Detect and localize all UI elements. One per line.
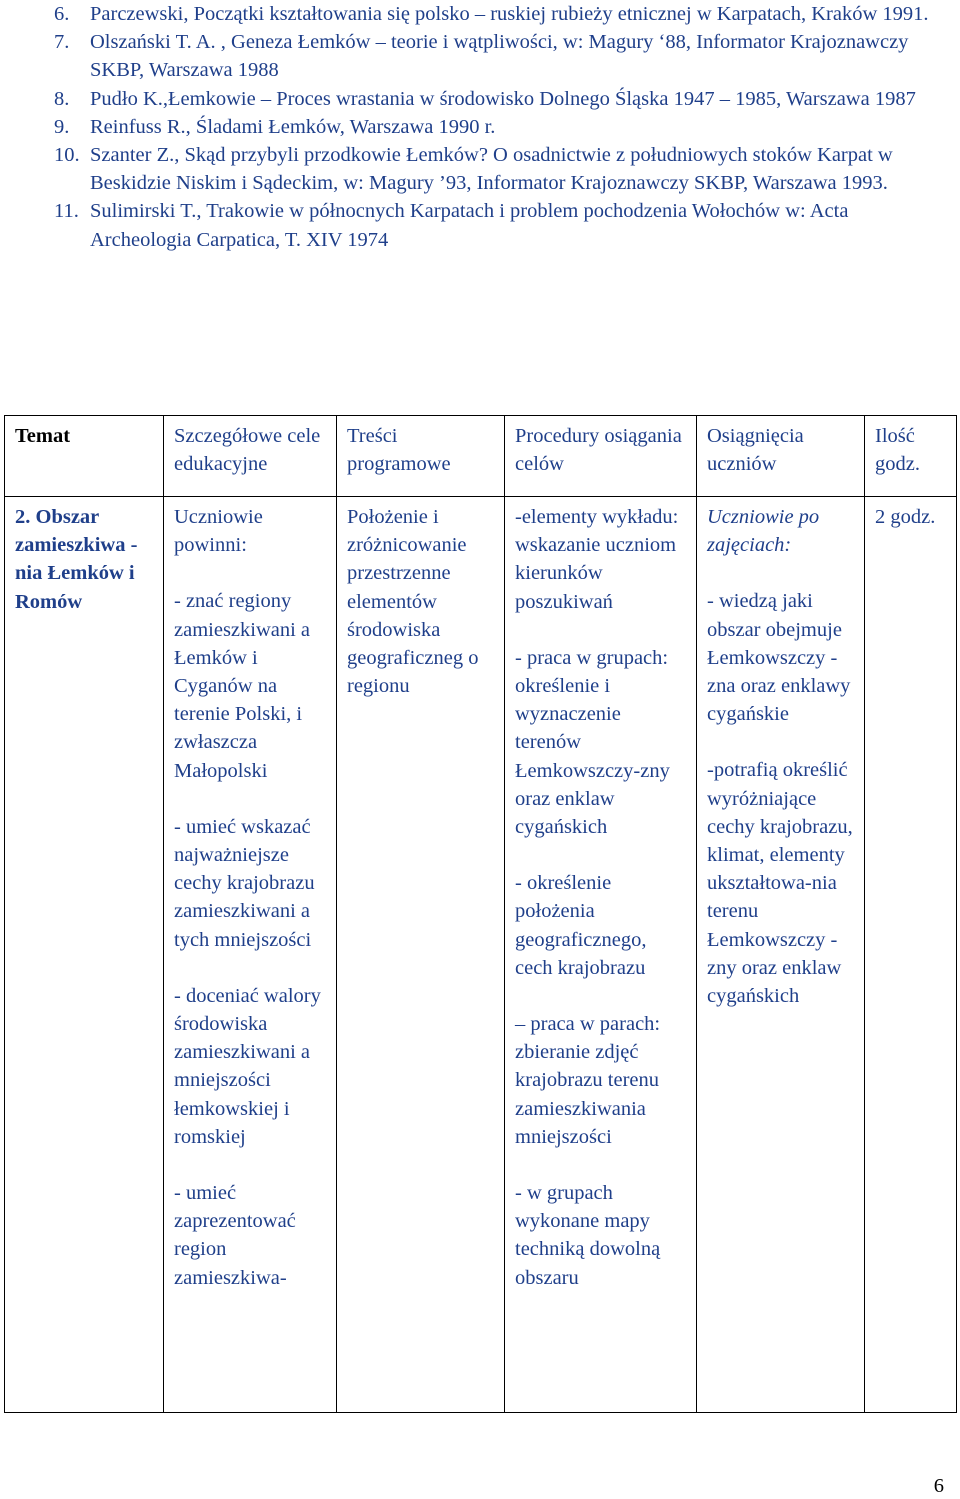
achievements-intro: Uczniowie po zajęciach: [707, 506, 820, 557]
reference-number: 10. [54, 144, 80, 167]
header-cele [164, 416, 337, 497]
reference-text: Parczewski, Początki kształtowania się polsko – ruskiej rubieży etnicznej w Karpatach, Kraków 1991. [90, 3, 929, 25]
page-number: 6 [933, 1475, 944, 1497]
reference-number: 6. [54, 3, 70, 25]
procedure-item: - praca w grupach: określenie i wyznaczenie terenów Łemkowszczy-zny oraz enklaw cygańskich [515, 646, 670, 839]
reference-item [54, 0, 944, 28]
achievement-item: - wiedzą jaki obszar obejmuje Łemkowszczy - zna oraz enklawy cygańskie [707, 590, 851, 726]
procedure-item: -elementy wykładu: wskazanie uczniom kierunków poszukiwań [515, 506, 679, 613]
cell-temat [5, 497, 164, 1413]
goal-item: - umieć zaprezentować region zamieszkiwa- [174, 1182, 296, 1289]
content-text: Położenie i zróżnicowanie przestrzenne elementów środowiska geograficzneg o regionu [347, 506, 479, 698]
header-osiagniecia-label: Osiągnięcia uczniów [707, 425, 804, 476]
reference-number: 11. [54, 200, 79, 223]
table-header-row [5, 416, 957, 497]
header-tresci-label: Treści programowe [347, 425, 451, 476]
goal-item: - umieć wskazać najważniejsze cechy krajobrazu zamieszkiwani a tych mniejszości [174, 815, 315, 951]
reference-item [54, 141, 944, 197]
reference-item [54, 85, 944, 113]
reference-item [54, 197, 944, 253]
header-temat [5, 416, 164, 497]
topic-text: 2. Obszar zamieszkiwa - nia Łemków i Romów [15, 506, 138, 613]
cell-ilosc [865, 497, 957, 1413]
reference-number: 7. [54, 31, 70, 54]
procedure-item: - określenie położenia geograficznego, cech krajobrazu [515, 872, 647, 979]
goals-intro: Uczniowie powinni: [174, 506, 263, 557]
header-tresci [337, 416, 505, 497]
cell-osiagniecia [697, 497, 865, 1413]
header-osiagniecia [697, 416, 865, 497]
header-procedury [505, 416, 697, 497]
lesson-plan-table [4, 415, 957, 1413]
reference-number: 9. [54, 115, 70, 138]
reference-number: 8. [54, 87, 70, 110]
references-list [54, 0, 944, 254]
reference-item [54, 113, 944, 141]
reference-text: Szanter Z., Skąd przybyli przodkowie Łemków? O osadnictwie z południowych stoków Karpat w Beskidzie Niskim i Sądeckim, w: Magury ’93, Informator Krajoznawczy SKBP, Warszawa 1993. [90, 144, 893, 195]
procedure-item: - w grupach wykonane mapy techniką dowolną obszaru [515, 1182, 661, 1289]
hours-text: 2 godz. [875, 506, 936, 528]
reference-item [54, 28, 944, 84]
cell-cele [164, 497, 337, 1413]
table-row [5, 497, 957, 1413]
reference-text: Olszański T. A. , Geneza Łemków – teorie i wątpliwości, w: Magury ‘88, Informator Krajoznawczy SKBP, Warszawa 1988 [90, 31, 909, 82]
header-cele-label: Szczegółowe cele edukacyjne [174, 425, 321, 476]
achievement-item: -potrafią określić wyróżniające cechy krajobrazu, klimat, elementy ukształtowa-nia terenu Łemkowszczy - zny oraz enklaw cygańskich [707, 759, 853, 1008]
reference-text: Reinfuss R., Śladami Łemków, Warszawa 1990 r. [90, 115, 496, 138]
goal-item: - doceniać walory środowiska zamieszkiwani a mniejszości łemkowskiej i romskiej [174, 984, 321, 1148]
procedure-item: – praca w parach: zbieranie zdjęć krajobrazu terenu zamieszkiwania mniejszości [515, 1013, 661, 1148]
goal-item: - znać regiony zamieszkiwani a Łemków i Cyganów na terenie Polski, i zwłaszcza Małopolski [174, 590, 311, 782]
cell-procedury [505, 497, 697, 1413]
header-ilosc-label: Ilość godz. [875, 425, 920, 476]
reference-text: Sulimirski T., Trakowie w północnych Karpatach i problem pochodzenia Wołochów w: Acta Archeologia Carpatica, T. XIV 1974 [90, 200, 849, 251]
reference-text: Pudło K.,Łemkowie – Proces wrastania w środowisko Dolnego Śląska 1947 – 1985, Warszawa 1987 [90, 87, 916, 110]
cell-tresci [337, 497, 505, 1413]
header-ilosc [865, 416, 957, 497]
header-temat-label: Temat [15, 425, 71, 447]
header-procedury-label: Procedury osiągania celów [515, 425, 682, 476]
